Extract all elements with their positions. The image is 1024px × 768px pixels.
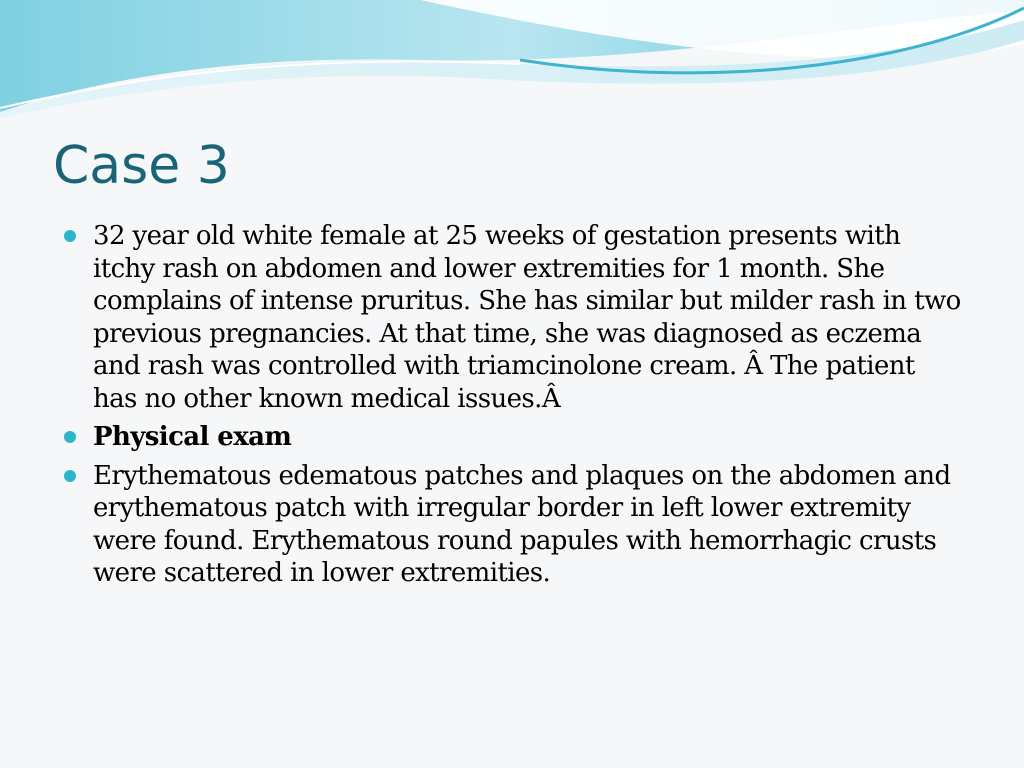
bullet-dot-icon <box>64 431 76 443</box>
header-wave-decoration <box>0 0 1024 120</box>
bullet-dot-icon <box>64 470 76 482</box>
bullet-text: 32 year old white female at 25 weeks of gestation presents with itchy rash on abdomen and lower extremities for 1 month. She complains of intense pruritus. She has similar but milder rash in two previous pregnancies. At that time, she was diagnosed as eczema and rash was controlled with triamcinolone cream. Â The patient has no other known medical issues.Â <box>93 221 961 414</box>
bullet-item-exam-findings <box>64 460 964 590</box>
bullet-item-case-history <box>64 220 964 415</box>
bullet-text: Physical exam <box>93 422 292 452</box>
bullet-text: Erythematous edematous patches and plaques on the abdomen and erythematous patch with irregular border in left lower extremity were found. Erythematous round papules with hemorrhagic crusts were scattered in lower extremities. <box>93 460 951 588</box>
bullet-item-physical-exam <box>64 421 964 454</box>
slide-title: Case 3 <box>53 136 230 196</box>
bullet-dot-icon <box>64 230 76 242</box>
bullet-list <box>64 220 964 596</box>
